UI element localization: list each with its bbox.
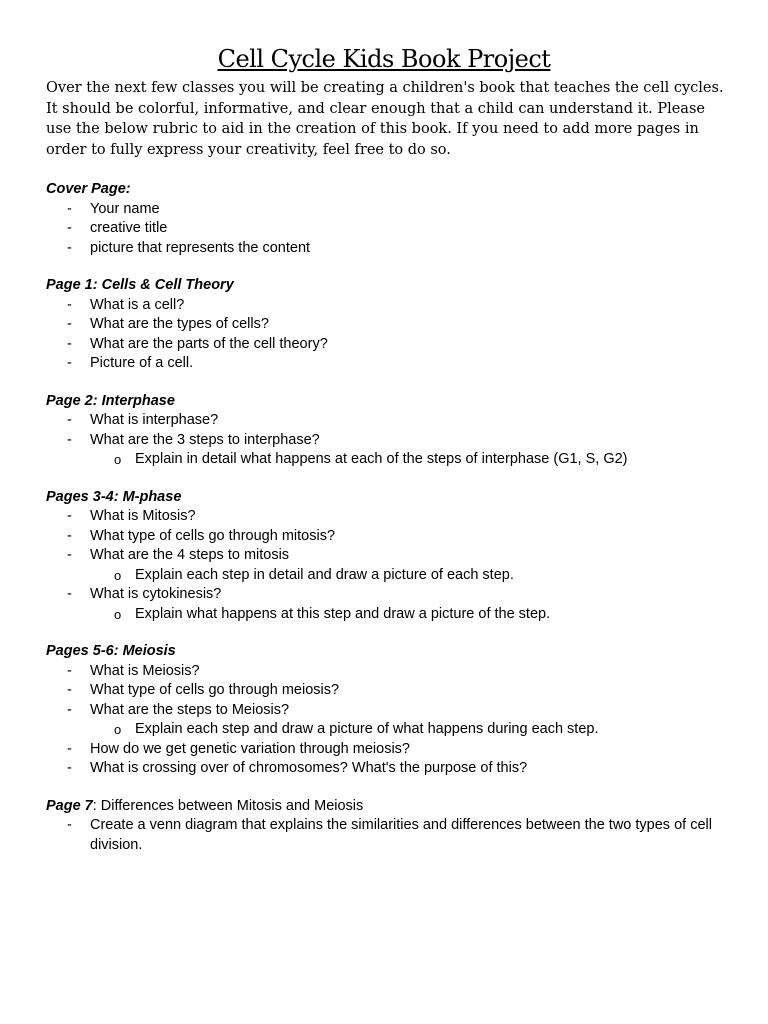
list-item <box>46 759 726 779</box>
list-item <box>46 507 726 527</box>
list-item <box>46 701 726 740</box>
list-item-text: What is cytokinesis? <box>90 586 222 602</box>
list-item <box>46 816 726 855</box>
section-heading <box>46 642 726 662</box>
list-item <box>46 527 726 547</box>
list-item <box>46 546 726 585</box>
list-item <box>46 219 726 239</box>
list-item <box>46 411 726 431</box>
rubric-section <box>46 276 726 374</box>
list-item-text: Your name <box>90 200 160 217</box>
rubric-content <box>46 180 726 873</box>
section-heading <box>46 276 726 296</box>
list-item-text: What is Mitosis? <box>90 508 196 524</box>
list-item <box>46 200 726 220</box>
sub-bullet-list <box>90 605 726 625</box>
intro-paragraph: Over the next few classes you will be creating a children's book that teaches the cell cycles. It should be colorful, informative, and clear enough that a child can understand it. Please use the below rubric to aid in the creation of this book. If you need to add more pages in order to fully express your creativity, feel free to do so. <box>46 80 724 158</box>
rubric-section <box>46 797 726 856</box>
sub-list-item: o Explain in detail what happens at each of the steps of interphase (G1, S, G2) <box>90 450 726 470</box>
section-heading-label: Page 1: Cells & Cell Theory <box>46 277 234 293</box>
sub-list-item: o Explain each step in detail and draw a picture of each step. <box>90 566 726 586</box>
page-title: Cell Cycle Kids Book Project <box>217 45 551 73</box>
list-item <box>46 585 726 624</box>
list-item-text: picture that represents the content <box>90 239 311 256</box>
list-item-text: creative title <box>90 220 168 236</box>
bullet-list <box>46 200 726 259</box>
section-heading-label: Cover Page: <box>46 181 131 197</box>
sub-bullet-list <box>90 450 726 470</box>
rubric-section <box>46 642 726 779</box>
sub-list-item: o Explain what happens at this step and draw a picture of the step. <box>90 605 726 625</box>
list-item-text: Create a venn diagram that explains the similarities and differences between the two types of cell division. <box>90 817 712 853</box>
section-heading-label: Page 7 <box>46 797 93 814</box>
bullet-list <box>46 296 726 374</box>
list-item-text: What are the 3 steps to interphase? <box>90 431 320 448</box>
list-item-text: What type of cells go through meiosis? <box>90 682 340 698</box>
section-heading <box>46 797 726 817</box>
bullet-list <box>46 816 726 855</box>
list-item <box>46 431 726 470</box>
list-item-text: What is Meiosis? <box>90 662 200 679</box>
section-heading-label: Pages 3-4: M-phase <box>46 488 182 505</box>
bullet-list <box>46 507 726 624</box>
list-item-text: What is interphase? <box>90 412 219 428</box>
list-item <box>46 681 726 701</box>
sub-bullet-list <box>90 566 726 586</box>
section-heading-label: Pages 5-6: Meiosis <box>46 643 176 659</box>
list-item-text: What is crossing over of chromosomes? What's the purpose of this? <box>90 760 528 776</box>
list-item <box>46 315 726 335</box>
sub-bullet-list <box>90 720 726 740</box>
section-heading <box>46 488 726 508</box>
rubric-section <box>46 488 726 625</box>
list-item-text: What are the 4 steps to mitosis <box>90 547 290 563</box>
list-item <box>46 335 726 355</box>
list-item-text: What is a cell? <box>90 296 185 313</box>
rubric-section <box>46 180 726 258</box>
list-item <box>46 296 726 316</box>
section-heading <box>46 392 726 412</box>
section-heading-description: : Differences between Mitosis and Meiosis <box>92 797 364 814</box>
list-item <box>46 354 726 374</box>
list-item-text: What type of cells go through mitosis? <box>90 527 336 544</box>
list-item-text: What are the types of cells? <box>90 316 269 332</box>
section-heading <box>46 180 726 200</box>
list-item <box>46 740 726 760</box>
list-item <box>46 662 726 682</box>
list-item-text: What are the steps to Meiosis? <box>90 701 290 718</box>
bullet-list <box>46 662 726 779</box>
rubric-section <box>46 392 726 470</box>
section-heading-label: Page 2: Interphase <box>46 392 175 409</box>
bullet-list <box>46 411 726 470</box>
sub-list-item: o Explain each step and draw a picture of what happens during each step. <box>90 720 726 740</box>
list-item-text: What are the parts of the cell theory? <box>90 335 328 352</box>
list-item-text: Picture of a cell. <box>90 355 194 371</box>
list-item <box>46 239 726 259</box>
list-item-text: How do we get genetic variation through meiosis? <box>90 740 410 757</box>
